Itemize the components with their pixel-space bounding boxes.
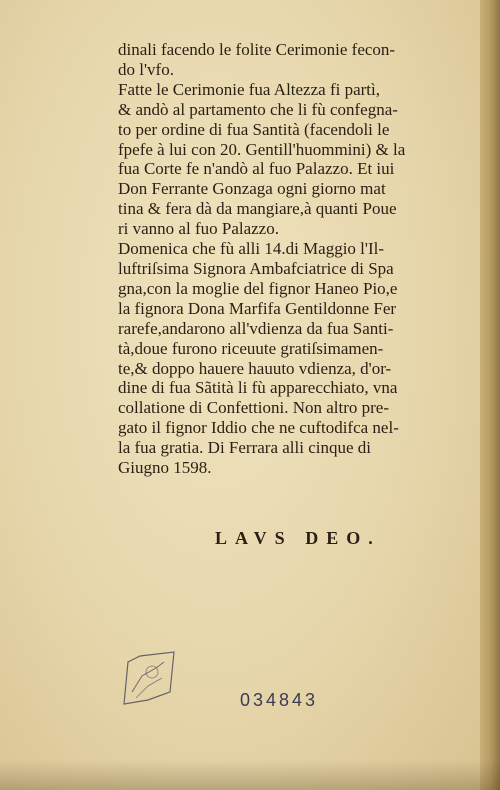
text-line: luftriſsima Signora Ambafciatrice di Spa: [118, 258, 394, 278]
text-line: dinali facendo le folite Cerimonie fecon-: [118, 40, 396, 59]
library-stamp-icon: [118, 648, 180, 710]
text-line: Giugno 1598.: [118, 458, 212, 478]
text-line: to per ordine di fua Santità (facendoli le: [118, 119, 390, 139]
text-line: la fignora Dona Marfifa Gentildonne Fer: [118, 298, 397, 318]
text-line: gna,con la moglie del fignor Haneo Pio,e: [118, 278, 398, 298]
text-line: te,& doppo hauere hauuto vdienza, d'or-: [118, 358, 392, 378]
text-line: do l'vfo.: [118, 59, 174, 79]
text-line: gato il fignor Iddio che ne cuftodifca nel-: [118, 418, 399, 438]
body-text: [118, 40, 478, 478]
text-line: Don Ferrante Gonzaga ogni giorno mat: [118, 179, 386, 199]
text-line: ri vanno al fuo Palazzo.: [118, 219, 279, 239]
text-line: Fatte le Cerimonie fua Altezza fi partì,: [118, 79, 380, 99]
text-line: fpefe à lui con 20. Gentill'huommini) & la: [118, 139, 406, 159]
text-line: rarefe,andarono all'vdienza da fua Santi-: [118, 318, 394, 338]
text-line: fua Corte fe n'andò al fuo Palazzo. Et iui: [118, 159, 395, 179]
text-line: la fua gratia. Di Ferrara alli cinque di: [118, 438, 371, 458]
finis-heading: LAVS DEO.: [215, 528, 381, 548]
shelf-number: 034843: [240, 690, 319, 710]
text-line: Domenica che fù alli 14.di Maggio l'Il-: [118, 239, 385, 259]
text-line: tà,doue furono riceuute gratiſsimamen-: [118, 338, 384, 358]
text-line: dine di fua Sãtità li fù apparecchiato, vna: [118, 378, 398, 398]
page-shadow: [0, 760, 500, 790]
text-line: collatione di Confettioni. Non altro pre-: [118, 398, 389, 418]
text-line: tina & fera dà da mangiare,à quanti Poue: [118, 199, 397, 219]
text-line: & andò al partamento che li fù confegna-: [118, 99, 398, 119]
adjacent-page-edge: [480, 0, 500, 790]
